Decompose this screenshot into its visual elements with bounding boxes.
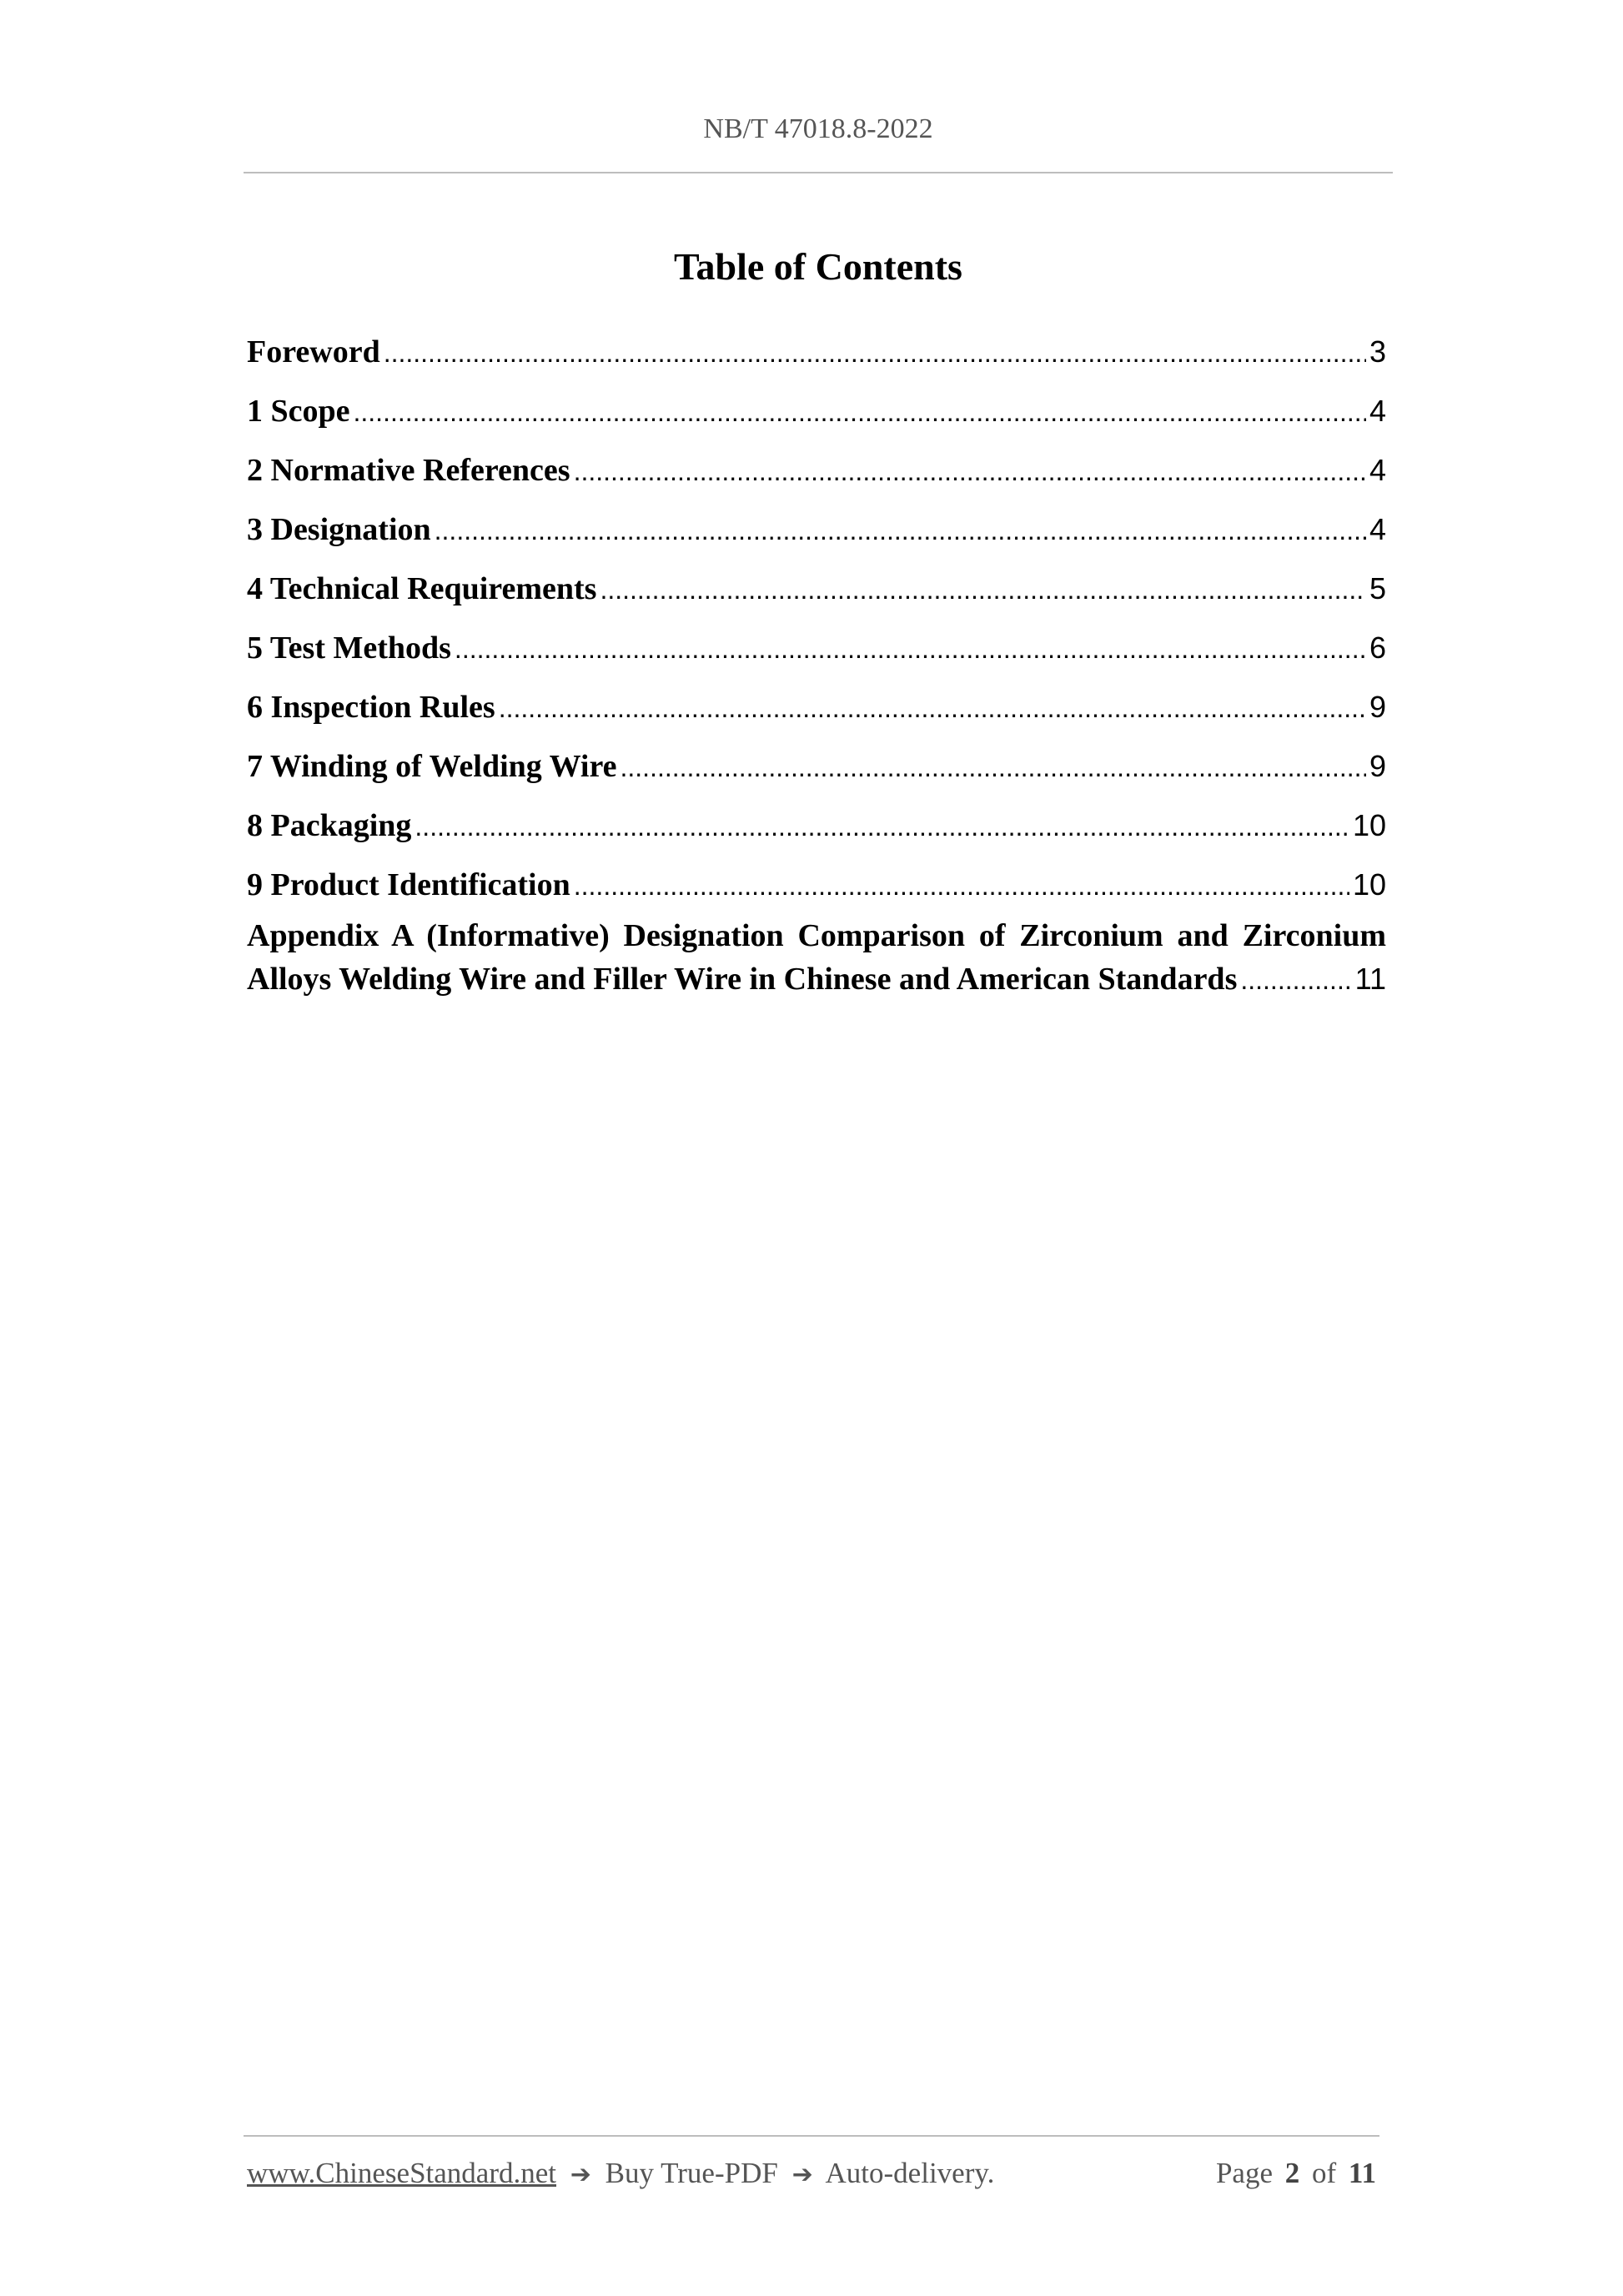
page-word: Page (1215, 2157, 1274, 2189)
toc-entry-winding-of-welding-wire[interactable] (247, 736, 1386, 796)
website-link[interactable]: www.ChineseStandard.net (247, 2157, 556, 2189)
toc-title: Table of Contents (674, 245, 962, 288)
header-divider (244, 172, 1393, 173)
toc-entry-product-identification[interactable] (247, 855, 1386, 914)
toc-entry-label-line2: Alloys Welding Wire and Filler Wire in Chinese and American Standards (247, 962, 1238, 997)
current-page-number: 2 (1284, 2157, 1300, 2189)
dot-leader (600, 560, 1366, 620)
toc-entry-page: 5 (1369, 571, 1386, 605)
toc-entry-label: 8 Packaging (247, 808, 412, 843)
dot-leader (354, 383, 1366, 442)
toc-entry-label: 4 Technical Requirements (247, 571, 597, 606)
dot-leader (415, 797, 1349, 857)
right-arrow-icon: ➔ (791, 2160, 813, 2189)
toc-entry-normative-references[interactable] (247, 440, 1386, 500)
toc-entry-label: 9 Product Identification (247, 867, 570, 902)
page-footer (247, 2157, 1376, 2190)
footer-step-delivery: Auto-delivery. (825, 2157, 995, 2189)
toc-entry-label: 3 Designation (247, 512, 431, 547)
toc-entry-page: 9 (1369, 690, 1386, 724)
toc-entry-page: 4 (1369, 512, 1386, 546)
toc-entry-scope[interactable] (247, 381, 1386, 440)
toc-entry-label: 6 Inspection Rules (247, 690, 495, 725)
dot-leader (384, 324, 1366, 383)
dot-leader (574, 857, 1349, 916)
table-of-contents (247, 322, 1386, 1002)
footer-step-buy: Buy True-PDF (605, 2157, 778, 2189)
toc-entry-label: Foreword (247, 334, 380, 369)
right-arrow-icon: ➔ (570, 2160, 591, 2189)
total-page-count: 11 (1348, 2157, 1376, 2189)
footer-promo (247, 2157, 994, 2190)
document-code-header: NB/T 47018.8-2022 (703, 113, 933, 144)
toc-entry-label: 7 Winding of Welding Wire (247, 749, 617, 784)
page-number (1211, 2157, 1376, 2190)
dot-leader (1240, 958, 1351, 1002)
toc-entry-page: 10 (1352, 808, 1386, 842)
toc-entry-technical-requirements[interactable] (247, 559, 1386, 618)
dot-leader (621, 738, 1366, 797)
footer-divider (244, 2135, 1379, 2137)
dot-leader (574, 442, 1366, 501)
dot-leader (455, 620, 1366, 679)
toc-entry-label-line1: Appendix A (Informative) Designation Comparison of Zirconium and Zirconium (247, 918, 1386, 953)
toc-entry-packaging[interactable] (247, 796, 1386, 855)
toc-entry-label: 2 Normative References (247, 453, 570, 488)
toc-entry-page: 11 (1354, 962, 1386, 996)
toc-entry-page: 4 (1369, 394, 1386, 428)
toc-entry-line2-row (247, 957, 1386, 1002)
dot-leader (435, 501, 1366, 560)
toc-entry-page: 10 (1352, 867, 1386, 902)
toc-entry-appendix-a[interactable] (247, 914, 1386, 1002)
toc-entry-page: 4 (1369, 453, 1386, 487)
toc-entry-page: 9 (1369, 749, 1386, 783)
toc-entry-designation[interactable] (247, 500, 1386, 559)
toc-entry-foreword[interactable] (247, 322, 1386, 381)
toc-entry-inspection-rules[interactable] (247, 677, 1386, 736)
dot-leader (499, 679, 1366, 738)
toc-entry-page: 6 (1369, 631, 1386, 665)
toc-entry-test-methods[interactable] (247, 618, 1386, 677)
toc-entry-page: 3 (1369, 334, 1386, 369)
of-word: of (1312, 2157, 1337, 2189)
toc-entry-label: 5 Test Methods (247, 631, 451, 666)
toc-entry-label: 1 Scope (247, 394, 350, 429)
